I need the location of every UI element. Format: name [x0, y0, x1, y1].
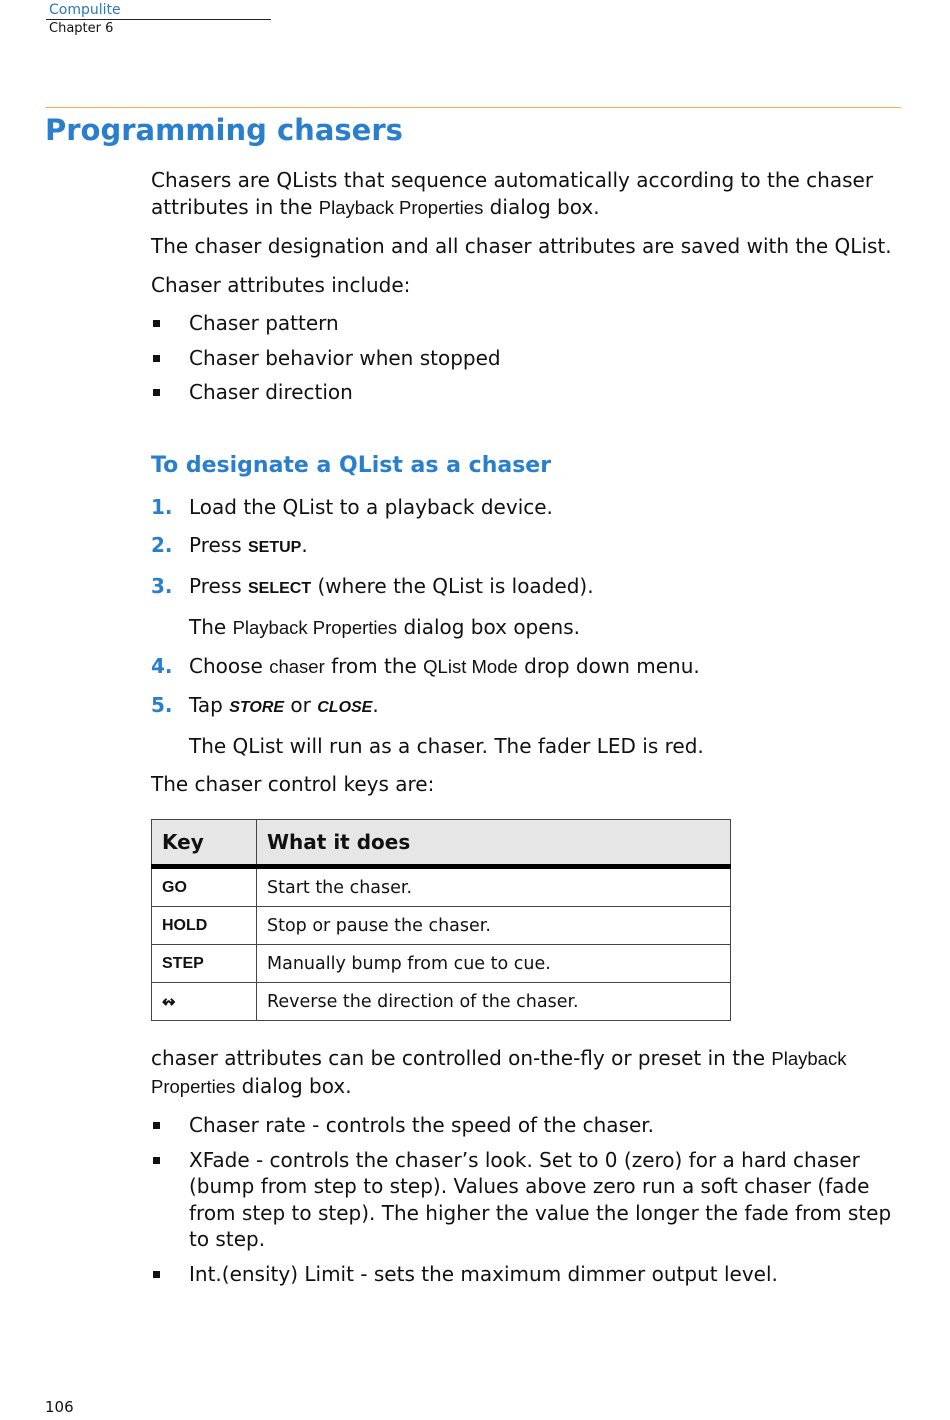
header-brand: Compulite — [49, 2, 121, 18]
list-item — [151, 379, 901, 406]
list-item — [151, 310, 901, 337]
description-cell: Manually bump from cue to cue. — [257, 945, 731, 983]
step-1 — [151, 494, 901, 520]
control-keys-intro: The chaser control keys are: — [151, 771, 435, 796]
list-item — [151, 345, 901, 372]
text-run: The — [189, 614, 233, 639]
text-run: dialog box. — [235, 1073, 352, 1098]
ui-term: Playback Properties — [318, 196, 484, 218]
step-text: (where the QList is loaded). — [311, 573, 594, 598]
procedure-steps-continued — [151, 653, 901, 721]
step-2 — [151, 532, 901, 561]
bullet-square-icon — [153, 320, 160, 327]
key-cell: STEP — [152, 945, 257, 983]
list-item-text: Chaser pattern — [189, 311, 339, 335]
step-number: 5. — [151, 692, 173, 717]
list-item-text: Chaser direction — [189, 380, 353, 404]
step-text: Press — [189, 532, 248, 557]
list-item-text: XFade - controls the chaser’s look. Set to 0 (zero) for a hard chaser (bump from step to step). Values above zero run a soft chaser (fade from step to step). The higher the value the longer the fade from step to step. — [189, 1147, 892, 1251]
title-rule — [45, 107, 901, 108]
key-cell: GO — [152, 867, 257, 907]
header-chapter: Chapter 6 — [49, 21, 114, 36]
control-keys-table — [151, 819, 731, 1021]
key-name: CLOSE — [317, 698, 373, 716]
step-number: 1. — [151, 494, 173, 519]
main-content — [151, 167, 901, 1295]
step-text: . — [372, 692, 379, 717]
procedure-heading: To designate a QList as a chaser — [151, 452, 552, 478]
step-text: . — [301, 532, 308, 557]
text-run: dialog box opens. — [397, 614, 581, 639]
bullet-square-icon — [153, 355, 160, 362]
bullet-square-icon — [153, 1157, 160, 1164]
step-5 — [151, 692, 901, 721]
ui-term: Playback Properties — [151, 1048, 847, 1097]
on-the-fly-paragraph — [151, 1045, 901, 1100]
column-header-description: What it does — [257, 820, 731, 867]
table-row — [152, 983, 731, 1021]
text-run: Chasers are QLists that sequence automatically according to the chaser attributes in the — [151, 168, 874, 219]
key-name: STORE — [229, 698, 285, 716]
step-text: drop down menu. — [517, 653, 700, 678]
list-item — [151, 1147, 901, 1253]
table-row — [152, 867, 731, 907]
table-header-row — [152, 820, 731, 867]
step-number: 4. — [151, 653, 173, 678]
key-name: SETUP — [248, 538, 302, 556]
description-cell: Stop or pause the chaser. — [257, 907, 731, 945]
page-number: 106 — [45, 1398, 74, 1416]
column-header-key: Key — [152, 820, 257, 867]
intro-paragraph-3: Chaser attributes include: — [151, 272, 411, 297]
header-rule — [46, 19, 271, 20]
page-title: Programming chasers — [45, 113, 403, 147]
table-row — [152, 945, 731, 983]
step-text: Load the QList to a playback device. — [189, 494, 553, 519]
list-item-text: Int.(ensity) Limit - sets the maximum dimmer output level. — [189, 1261, 778, 1286]
step-3 — [151, 573, 901, 602]
bullet-square-icon — [153, 1271, 160, 1278]
reverse-direction-icon: ↭ — [152, 983, 257, 1021]
table-row — [152, 907, 731, 945]
on-the-fly-list — [151, 1112, 901, 1287]
step-text: Choose — [189, 653, 270, 678]
step-number: 2. — [151, 532, 173, 557]
step-text: Tap — [189, 692, 230, 717]
list-item — [151, 1112, 901, 1139]
intro-paragraph-2: The chaser designation and all chaser attributes are saved with the QList. — [151, 234, 892, 258]
step-text: from the — [324, 653, 424, 678]
description-cell: Reverse the direction of the chaser. — [257, 983, 731, 1021]
key-name: SELECT — [248, 579, 312, 597]
step-text: Press — [189, 573, 248, 598]
step-5-note: The QList will run as a chaser. The fader LED is red. — [189, 733, 704, 758]
bullet-square-icon — [153, 389, 160, 396]
ui-term: QList Mode — [423, 655, 518, 677]
step-3-note — [151, 614, 901, 641]
list-item — [151, 1261, 901, 1288]
step-4 — [151, 653, 901, 680]
text-run: chaser attributes can be controlled on-the-fly or preset in the — [151, 1046, 772, 1070]
ui-term: chaser — [269, 655, 325, 677]
intro-paragraph-1 — [151, 167, 901, 221]
ui-term: Playback Properties — [232, 616, 398, 638]
list-item-text: Chaser behavior when stopped — [189, 345, 501, 370]
step-number: 3. — [151, 573, 173, 598]
key-cell: HOLD — [152, 907, 257, 945]
attribute-list — [151, 310, 901, 406]
procedure-steps — [151, 494, 901, 602]
description-cell: Start the chaser. — [257, 867, 731, 907]
list-item-text: Chaser rate - controls the speed of the chaser. — [189, 1113, 655, 1137]
text-run: dialog box. — [483, 194, 600, 219]
bullet-square-icon — [153, 1122, 160, 1129]
step-text: or — [284, 692, 318, 717]
